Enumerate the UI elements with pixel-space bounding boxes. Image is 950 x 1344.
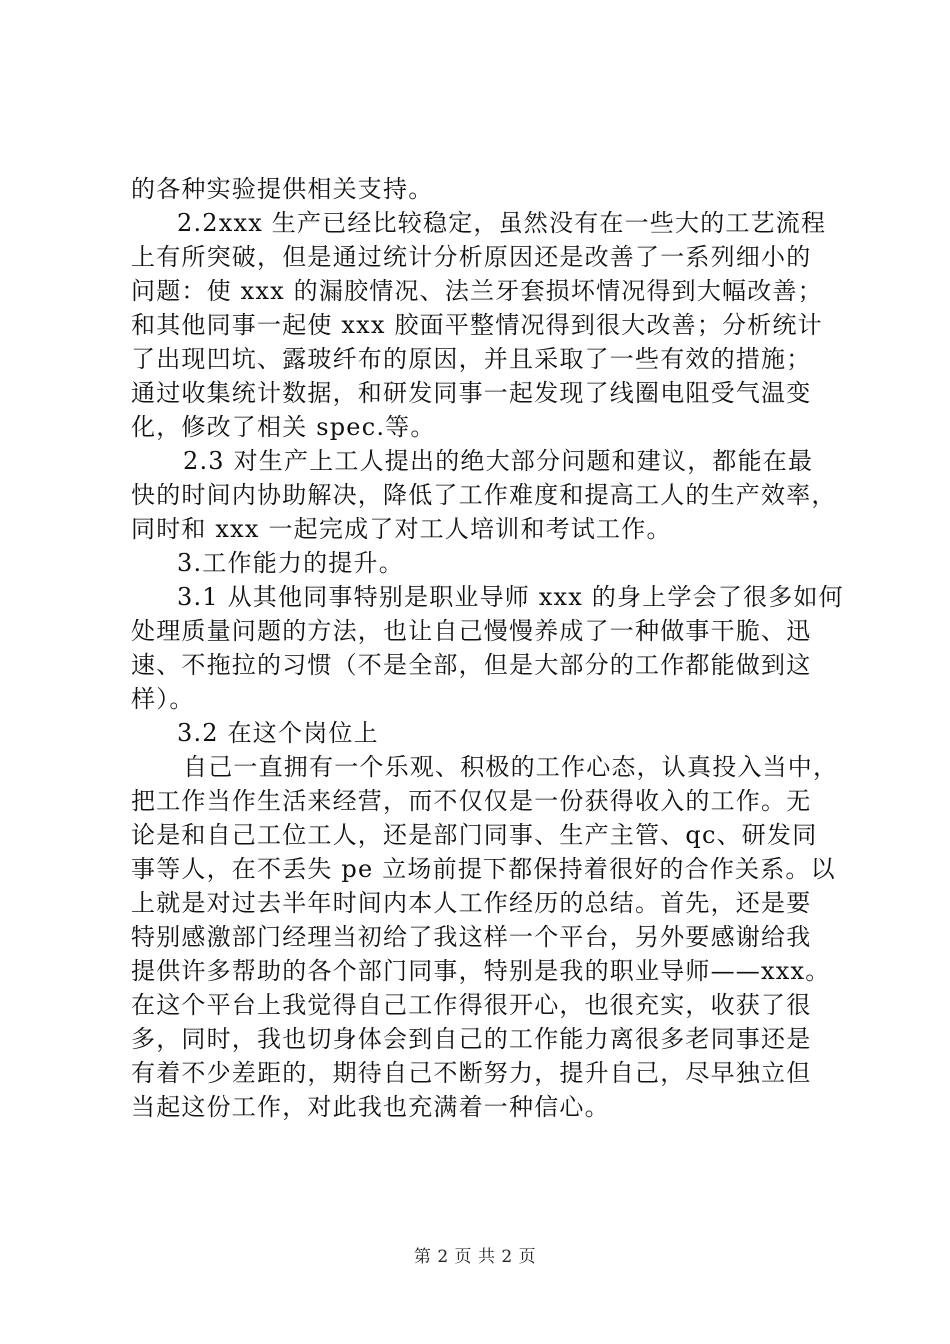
text-line: 上有所突破，但是通过统计分析原因还是改善了一系列细小的 <box>131 243 812 271</box>
text-line: 3.2 在这个岗位上 <box>177 719 379 747</box>
text-line: 通过收集统计数据，和研发同事一起发现了线圈电阻受气温变 <box>131 379 812 407</box>
text-line: 3.1 从其他同事特别是职业导师 xxx 的身上学会了很多如何 <box>177 583 844 611</box>
text-line: 同时和 xxx 一起完成了对工人培训和考试工作。 <box>131 515 672 543</box>
text-line: 特别感激部门经理当初给了我这样一个平台，另外要感谢给我 <box>131 923 812 951</box>
text-line: 多，同时，我也切身体会到自己的工作能力离很多老同事还是 <box>131 1025 812 1053</box>
text-line: 问题：使 xxx 的漏胶情况、法兰牙套损坏情况得到大幅改善； <box>131 277 823 305</box>
text-line: 在这个平台上我觉得自己工作得很开心，也很充实，收获了很 <box>131 991 812 1019</box>
text-line: 了出现凹坑、露玻纤布的原因，并且采取了一些有效的措施； <box>131 345 812 373</box>
text-line: 提供许多帮助的各个部门同事，特别是我的职业导师——xxx。 <box>131 957 831 985</box>
text-line: 处理质量问题的方法，也让自己慢慢养成了一种做事干脆、迅 <box>131 617 812 645</box>
text-line: 的各种实验提供相关支持。 <box>131 175 434 203</box>
text-line: 化，修改了相关 spec.等。 <box>131 413 436 441</box>
page-number: 第 2 页 共 2 页 <box>413 1247 537 1267</box>
text-line: 快的时间内协助解决，降低了工作难度和提高工人的生产效率， <box>131 481 837 509</box>
text-line: 样）。 <box>131 685 195 713</box>
text-line: 当起这份工作，对此我也充满着一种信心。 <box>131 1093 610 1121</box>
text-line: 和其他同事一起使 xxx 胶面平整情况得到很大改善；分析统计 <box>131 311 823 339</box>
text-line: 事等人，在不丢失 pe 立场前提下都保持着很好的合作关系。以 <box>131 855 836 883</box>
text-line: 速、不拖拉的习惯（不是全部，但是大部分的工作都能做到这 <box>131 651 812 679</box>
text-line: 有着不少差距的，期待自己不断努力，提升自己，尽早独立但 <box>131 1059 812 1087</box>
text-line: 自己一直拥有一个乐观、积极的工作心态，认真投入当中， <box>183 753 839 781</box>
section-heading: 3.工作能力的提升。 <box>177 549 404 577</box>
text-line: 2.2xxx 生产已经比较稳定，虽然没有在一些大的工艺流程 <box>177 209 827 237</box>
text-line: 2.3 对生产上工人提出的绝大部分问题和建议，都能在最 <box>183 447 814 475</box>
text-line: 把工作当作生活来经营，而不仅仅是一份获得收入的工作。无 <box>131 787 812 815</box>
text-line: 论是和自己工位工人，还是部门同事、生产主管、qc、研发同 <box>131 821 818 849</box>
text-line: 上就是对过去半年时间内本人工作经历的总结。首先，还是要 <box>131 889 812 917</box>
